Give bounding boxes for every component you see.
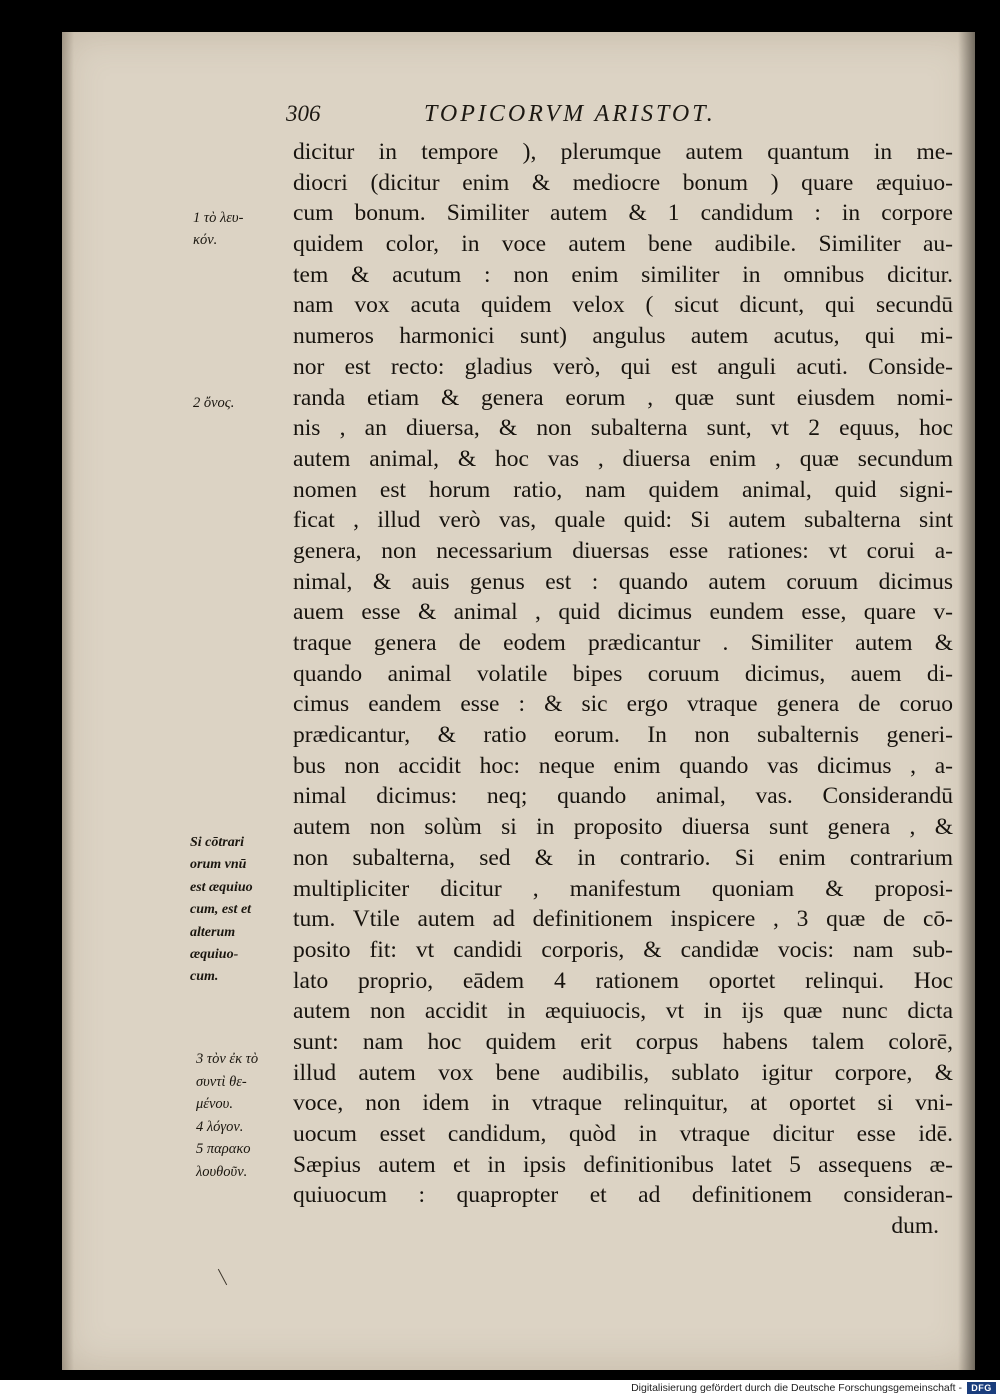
text-line: randa etiam & genera eorum , quæ sunt eiusdem nomi-	[293, 384, 953, 411]
text-line: autem non accidit in æquiuocis, vt in ijs quæ nunc dicta	[293, 998, 953, 1025]
margin-note-line: μένου.	[196, 1096, 233, 1112]
margin-note-line: cum, est et	[190, 902, 252, 918]
text-line: quando animal volatile bipes coruum dicimus, auem di-	[293, 660, 953, 687]
margin-note-greek-glosses	[196, 1048, 258, 1183]
text-line: nimal, & auis genus est : quando autem coruum dicimus	[293, 568, 953, 595]
text-line: sunt: nam hoc quidem erit corpus habens talem colorē,	[293, 1028, 953, 1055]
text-line: numeros harmonici sunt) angulus autem acutus, qui mi-	[293, 323, 953, 350]
text-line-last: dum.	[891, 1213, 939, 1240]
page-header	[286, 101, 966, 135]
text-line: tem & acutum : non enim similiter in omnibus dicitur.	[293, 261, 953, 288]
text-line: posito fit: vt candidi corporis, & candidæ vocis: nam sub-	[293, 936, 953, 963]
dfg-logo-icon: DFG	[967, 1382, 996, 1394]
margin-note-latin-summary	[190, 832, 253, 989]
text-line: ficat , illud verò vas, quale quid: Si autem subalterna sint	[293, 507, 953, 534]
text-line: cimus eandem esse : & sic ergo vtraque genera de coruo	[293, 691, 953, 718]
text-line: diocri (dicitur enim & mediocre bonum ) quare æquiuo-	[293, 169, 953, 196]
margin-note-line: 3 τὸν ἐκ τὸ	[196, 1051, 259, 1067]
text-line: illud autem vox bene audibilis, sublato igitur corpore, &	[293, 1059, 953, 1086]
text-line: uocum esset candidum, quòd in vtraque dicitur esse idē.	[293, 1121, 953, 1147]
page-edge-shadow	[958, 32, 975, 1370]
running-title: TOPICORVM ARISTOT.	[424, 101, 716, 127]
margin-note-line: συντὶ θε-	[196, 1073, 247, 1090]
margin-note-line: 1 τὸ λευ-	[193, 210, 244, 226]
text-line: cum bonum. Similiter autem & 1 candidum : in corpore	[293, 200, 953, 227]
text-line: nam vox acuta quidem velox ( sicut dicunt, qui secundū	[293, 292, 953, 319]
digitization-footer	[0, 1380, 1000, 1397]
margin-note-line: orum vnū	[190, 857, 247, 873]
margin-note-line: λουθοῦν.	[196, 1163, 248, 1180]
text-line: voce, non idem in vtraque relinquitur, at oportet si vni-	[293, 1090, 953, 1117]
text-line: multipliciter dicitur , manifestum quoniam & proposi-	[293, 875, 953, 902]
text-line: lato proprio, eādem 4 rationem oportet relinqui. Hoc	[293, 967, 953, 994]
text-line: prædicantur, & ratio eorum. In non subalternis generi-	[293, 722, 953, 749]
margin-note-line: cum.	[190, 969, 219, 985]
margin-note-greek-leukon	[193, 207, 243, 251]
text-line: dicitur in tempore ), plerumque autem quantum in me-	[293, 139, 953, 165]
text-line: Sæpius autem et in ipsis definitionibus latet 5 assequens æ-	[293, 1151, 953, 1178]
text-line: traque genera de eodem prædicantur . Similiter autem &	[293, 630, 953, 656]
text-line: nis , an diuersa, & non subalterna sunt, vt 2 equus, hoc	[293, 415, 953, 442]
main-text-block	[293, 137, 953, 1242]
funding-credit: Digitalisierung gefördert durch die Deutsche Forschungsgemeinschaft -	[631, 1382, 962, 1394]
text-line: non subalterna, sed & in contrario. Si enim contrarium	[293, 844, 953, 871]
page-number: 306	[286, 101, 321, 126]
page-gutter-shadow	[62, 32, 74, 1370]
text-line: nomen est horum ratio, nam quidem animal, quid signi-	[293, 476, 953, 503]
text-line: tum. Vtile autem ad definitionem inspicere , 3 quæ de cō-	[293, 906, 953, 933]
margin-note-line: 2 ὄνος.	[193, 395, 235, 411]
margin-note-line: æquiuo-	[190, 947, 239, 963]
text-line: nimal dicimus: neq; quando animal, vas. Considerandū	[293, 783, 953, 810]
text-line: auem esse & animal , quid dicimus eundem esse, quare v-	[293, 599, 953, 626]
text-line: autem non solùm si in proposito diuersa sunt genera , &	[293, 814, 953, 841]
margin-note-line: κόν.	[193, 232, 218, 248]
text-line: quiuocum : quapropter et ad definitionem consideran-	[293, 1182, 953, 1209]
margin-note-line: 5 παρακο	[196, 1141, 251, 1157]
text-line: quidem color, in voce autem bene audibile. Similiter au-	[293, 231, 953, 258]
text-line: autem animal, & hoc vas , diuersa enim , quæ secundum	[293, 445, 953, 472]
margin-note-line: Si cōtrari	[190, 835, 245, 850]
margin-note-greek-onos	[193, 392, 234, 414]
margin-note-line: alterum	[190, 924, 236, 940]
margin-note-line: est æquiuo	[190, 879, 253, 895]
text-line: genera, non necessarium diuersas esse rationes: vt corui a-	[293, 537, 953, 564]
text-line: bus non accidit hoc: neque enim quando vas dicimus , a-	[293, 752, 953, 779]
text-line: nor est recto: gladius verò, qui est anguli acuti. Conside-	[293, 353, 953, 380]
margin-note-line: 4 λόγον.	[196, 1118, 244, 1135]
